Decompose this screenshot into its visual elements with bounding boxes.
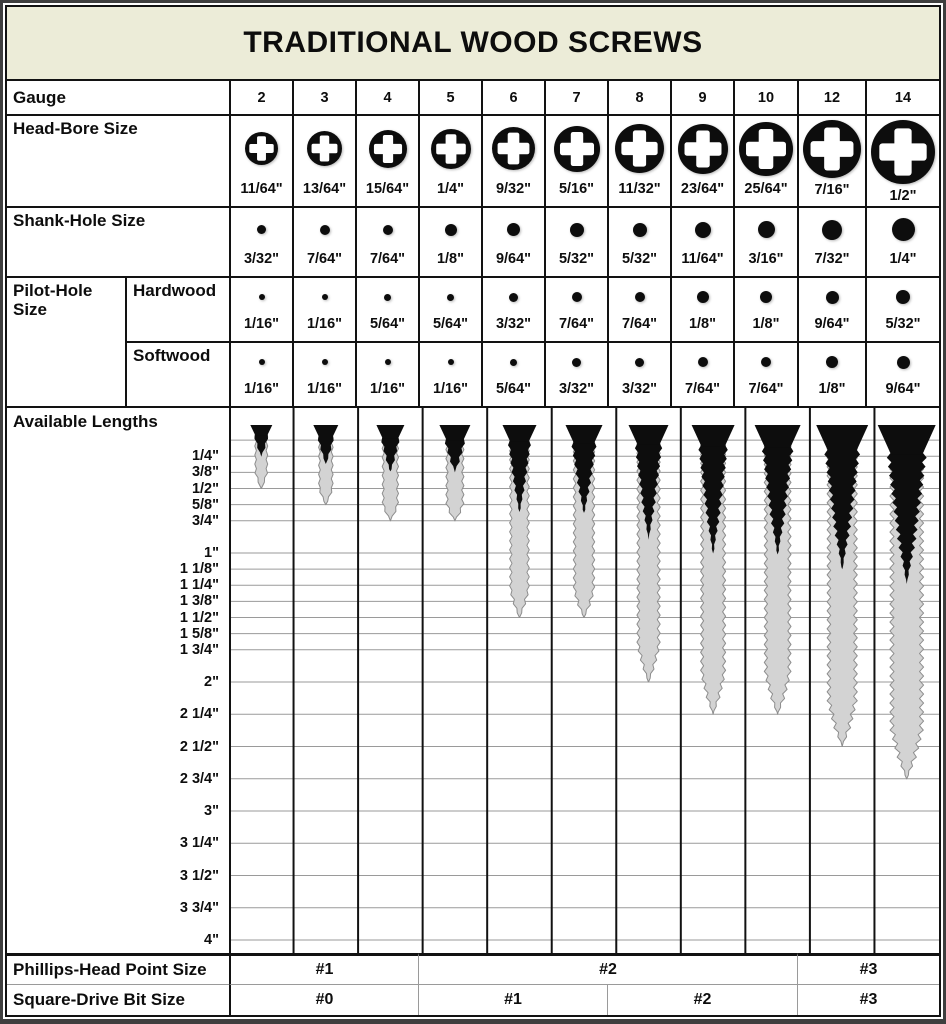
icon-zone bbox=[735, 116, 797, 181]
gauge-value: 9 bbox=[670, 81, 733, 114]
gauge-value: 6 bbox=[481, 81, 544, 114]
icon-zone bbox=[735, 278, 797, 316]
hole-dot-icon bbox=[823, 288, 842, 307]
pilot-softwood-cell bbox=[797, 341, 865, 406]
size-label: 23/64" bbox=[680, 181, 725, 197]
shank-hole-cell bbox=[418, 206, 481, 276]
length-tick-label: 2 3/4" bbox=[179, 770, 219, 787]
size-label: 1/8" bbox=[818, 381, 846, 397]
screw-illustration bbox=[376, 425, 404, 521]
shank-hole-row-label: Shank-Hole Size bbox=[7, 206, 229, 276]
size-label: 15/64" bbox=[365, 181, 410, 197]
head-bore-cell bbox=[481, 114, 544, 206]
hole-dot-icon bbox=[823, 353, 841, 371]
icon-zone bbox=[294, 278, 355, 316]
icon-zone bbox=[799, 208, 865, 251]
screw-chart-frame bbox=[5, 5, 941, 1017]
pilot-softwood-cell bbox=[481, 341, 544, 406]
icon-zone bbox=[799, 278, 865, 316]
gauge-value: 12 bbox=[797, 81, 865, 114]
shank-hole-cell bbox=[229, 206, 292, 276]
pilot-softwood-cell bbox=[355, 341, 418, 406]
length-tick-label: 5/8" bbox=[191, 496, 219, 513]
size-label: 3/32" bbox=[243, 251, 280, 267]
gauge-row-label: Gauge bbox=[13, 87, 66, 107]
phillips-head-icon bbox=[799, 116, 865, 182]
shank-hole-cell bbox=[544, 206, 607, 276]
icon-zone bbox=[357, 343, 418, 381]
length-tick-label: 1" bbox=[204, 545, 219, 561]
pilot-hardwood-cell bbox=[670, 276, 733, 341]
length-tick-label: 1 5/8" bbox=[179, 625, 219, 642]
pilot-hardwood-cell bbox=[355, 276, 418, 341]
phillips-head-icon bbox=[674, 120, 732, 178]
length-tick-label: 2 1/2" bbox=[179, 738, 219, 755]
length-tick-label: 1 3/8" bbox=[179, 593, 219, 610]
size-label: 1/16" bbox=[306, 316, 343, 332]
hole-dot-icon bbox=[567, 220, 587, 240]
length-tick-label: 1 1/2" bbox=[179, 609, 219, 626]
hole-dot-icon bbox=[757, 288, 775, 306]
size-label: 9/64" bbox=[885, 381, 921, 397]
hole-dot-icon bbox=[758, 354, 774, 370]
size-label: 25/64" bbox=[744, 181, 788, 197]
size-label: 1/8" bbox=[688, 316, 717, 332]
gauge-value: 8 bbox=[607, 81, 670, 114]
shank-hole-cell bbox=[797, 206, 865, 276]
phillips-head-icon bbox=[867, 116, 939, 188]
size-label: 1/4" bbox=[889, 251, 917, 267]
icon-zone bbox=[294, 343, 355, 381]
phillips-row-label: Phillips-Head Point Size bbox=[7, 953, 229, 984]
size-label: 1/4" bbox=[436, 181, 465, 197]
hole-dot-icon bbox=[569, 355, 584, 370]
icon-zone bbox=[609, 343, 670, 381]
length-tick-label: 1 3/4" bbox=[179, 641, 219, 658]
chart-title: TRADITIONAL WOOD SCREWS bbox=[7, 7, 939, 81]
gauge-value: 14 bbox=[865, 81, 939, 114]
icon-zone bbox=[867, 208, 939, 251]
head-bore-cell bbox=[418, 114, 481, 206]
head-bore-cell bbox=[229, 114, 292, 206]
icon-zone bbox=[546, 343, 607, 381]
size-label: 7/16" bbox=[814, 182, 850, 198]
icon-zone bbox=[672, 116, 733, 181]
hole-dot-icon bbox=[507, 356, 520, 369]
size-label: 5/32" bbox=[885, 316, 921, 332]
size-label: 1/8" bbox=[752, 316, 780, 332]
head-bore-cell bbox=[865, 114, 939, 206]
shank-hole-cell bbox=[292, 206, 355, 276]
pilot-softwood-cell bbox=[418, 341, 481, 406]
size-label: 7/64" bbox=[558, 316, 595, 332]
phillips-head-icon bbox=[303, 127, 346, 170]
icon-zone bbox=[231, 343, 292, 381]
lengths-row-label: Available Lengths bbox=[13, 412, 158, 431]
size-label: 1/16" bbox=[243, 381, 280, 397]
icon-zone bbox=[420, 278, 481, 316]
icon-zone bbox=[735, 343, 797, 381]
size-label: 5/32" bbox=[621, 251, 658, 267]
icon-zone bbox=[483, 343, 544, 381]
length-tick-label: 1/4" bbox=[191, 448, 219, 465]
head-bore-cell bbox=[292, 114, 355, 206]
shank-hole-cell bbox=[865, 206, 939, 276]
hole-dot-icon bbox=[319, 356, 331, 368]
phillips-head-icon bbox=[488, 123, 539, 174]
icon-zone bbox=[483, 116, 544, 181]
hole-dot-icon bbox=[695, 354, 711, 370]
pilot-softwood-cell bbox=[865, 341, 939, 406]
hardwood-row-label: Hardwood bbox=[125, 276, 229, 341]
size-label: 3/32" bbox=[558, 381, 595, 397]
head-bore-row-label: Head-Bore Size bbox=[7, 114, 229, 206]
shank-hole-cell bbox=[607, 206, 670, 276]
icon-zone bbox=[609, 278, 670, 316]
screw-illustration bbox=[313, 425, 338, 505]
hole-dot-icon bbox=[319, 291, 331, 303]
size-label: 7/64" bbox=[369, 251, 406, 267]
size-label: 5/16" bbox=[558, 181, 595, 197]
square-size-value: #2 bbox=[607, 984, 797, 1015]
icon-zone bbox=[483, 278, 544, 316]
icon-zone bbox=[231, 116, 292, 181]
length-tick-label: 3/8" bbox=[191, 464, 219, 481]
size-label: 1/16" bbox=[369, 381, 406, 397]
hole-dot-icon bbox=[506, 290, 521, 305]
square-size-value: #3 bbox=[797, 984, 939, 1015]
icon-zone bbox=[799, 343, 865, 381]
icon-zone bbox=[420, 208, 481, 251]
length-tick-label: 1 1/4" bbox=[179, 577, 219, 594]
size-label: 7/64" bbox=[306, 251, 343, 267]
hole-dot-icon bbox=[630, 220, 650, 240]
head-bore-cell bbox=[355, 114, 418, 206]
pilot-hardwood-cell bbox=[544, 276, 607, 341]
hole-dot-icon bbox=[694, 288, 712, 306]
head-bore-cell bbox=[544, 114, 607, 206]
icon-zone bbox=[420, 116, 481, 181]
icon-zone bbox=[609, 208, 670, 251]
pilot-hardwood-cell bbox=[607, 276, 670, 341]
pilot-softwood-cell bbox=[607, 341, 670, 406]
gauge-value: 5 bbox=[418, 81, 481, 114]
size-label: 5/64" bbox=[495, 381, 532, 397]
phillips-head-icon bbox=[241, 128, 282, 169]
icon-zone bbox=[799, 116, 865, 182]
pilot-hardwood-cell bbox=[733, 276, 797, 341]
head-bore-cell bbox=[733, 114, 797, 206]
size-label: 7/64" bbox=[748, 381, 784, 397]
shank-hole-cell bbox=[355, 206, 418, 276]
pilot-softwood-cell bbox=[292, 341, 355, 406]
icon-zone bbox=[483, 208, 544, 251]
icon-zone bbox=[231, 208, 292, 251]
pilot-hardwood-cell bbox=[865, 276, 939, 341]
square-row-label: Square-Drive Bit Size bbox=[7, 984, 229, 1015]
pilot-softwood-cell bbox=[733, 341, 797, 406]
hole-dot-icon bbox=[893, 287, 913, 307]
size-label: 1/16" bbox=[306, 381, 343, 397]
size-label: 13/64" bbox=[302, 181, 347, 197]
size-label: 1/16" bbox=[243, 316, 280, 332]
icon-zone bbox=[546, 116, 607, 181]
size-label: 1/16" bbox=[432, 381, 469, 397]
softwood-row-label: Softwood bbox=[125, 341, 229, 406]
gauge-value: 4 bbox=[355, 81, 418, 114]
available-lengths-section bbox=[7, 406, 939, 953]
icon-zone bbox=[672, 208, 733, 251]
icon-zone bbox=[357, 208, 418, 251]
length-tick-label: 2" bbox=[204, 674, 219, 690]
phillips-size-value: #1 bbox=[229, 953, 418, 984]
phillips-head-icon bbox=[550, 122, 604, 176]
phillips-head-icon bbox=[735, 118, 797, 180]
hole-dot-icon bbox=[317, 222, 333, 238]
icon-zone bbox=[420, 343, 481, 381]
square-size-value: #0 bbox=[229, 984, 418, 1015]
hole-dot-icon bbox=[256, 291, 268, 303]
icon-zone bbox=[357, 116, 418, 181]
hole-dot-icon bbox=[632, 289, 648, 305]
length-tick-label: 4" bbox=[204, 932, 219, 948]
gauge-value: 2 bbox=[229, 81, 292, 114]
gauge-value: 10 bbox=[733, 81, 797, 114]
icon-zone bbox=[294, 208, 355, 251]
size-label: 3/16" bbox=[748, 251, 784, 267]
length-tick-label: 3 3/4" bbox=[179, 899, 219, 916]
pilot-hardwood-cell bbox=[229, 276, 292, 341]
size-label: 11/64" bbox=[240, 181, 283, 197]
icon-zone bbox=[546, 278, 607, 316]
hole-dot-icon bbox=[889, 215, 918, 244]
square-size-value: #1 bbox=[418, 984, 607, 1015]
shank-hole-cell bbox=[670, 206, 733, 276]
hole-dot-icon bbox=[569, 289, 585, 305]
pilot-softwood-cell bbox=[229, 341, 292, 406]
hole-dot-icon bbox=[254, 222, 269, 237]
size-label: 1/8" bbox=[436, 251, 465, 267]
screw-illustration bbox=[878, 425, 936, 779]
pilot-hole-row-label: Pilot-Hole Size bbox=[7, 276, 125, 406]
head-bore-cell bbox=[607, 114, 670, 206]
phillips-size-value: #2 bbox=[418, 953, 797, 984]
phillips-head-icon bbox=[427, 125, 475, 173]
icon-zone bbox=[867, 278, 939, 316]
length-tick-label: 3 1/4" bbox=[179, 835, 219, 852]
size-label: 1/2" bbox=[889, 188, 917, 204]
pilot-softwood-cell bbox=[544, 341, 607, 406]
screw-illustration bbox=[692, 425, 735, 714]
hole-dot-icon bbox=[381, 291, 394, 304]
gauge-value: 3 bbox=[292, 81, 355, 114]
size-label: 3/32" bbox=[621, 381, 658, 397]
hole-dot-icon bbox=[445, 356, 457, 368]
pilot-hardwood-cell bbox=[797, 276, 865, 341]
shank-hole-cell bbox=[733, 206, 797, 276]
pilot-hardwood-cell bbox=[292, 276, 355, 341]
size-label: 5/32" bbox=[558, 251, 595, 267]
size-label: 9/64" bbox=[495, 251, 532, 267]
phillips-head-icon bbox=[365, 126, 411, 172]
icon-zone bbox=[672, 278, 733, 316]
size-label: 5/64" bbox=[369, 316, 406, 332]
length-tick-label: 3 1/2" bbox=[179, 867, 219, 884]
hole-dot-icon bbox=[632, 355, 647, 370]
size-label: 7/64" bbox=[621, 316, 658, 332]
pilot-hardwood-cell bbox=[481, 276, 544, 341]
icon-zone bbox=[609, 116, 670, 181]
phillips-head-icon bbox=[611, 120, 668, 177]
phillips-size-value: #3 bbox=[797, 953, 939, 984]
icon-zone bbox=[294, 116, 355, 181]
icon-zone bbox=[672, 343, 733, 381]
hole-dot-icon bbox=[382, 356, 394, 368]
icon-zone bbox=[735, 208, 797, 251]
size-label: 5/64" bbox=[432, 316, 469, 332]
icon-zone bbox=[357, 278, 418, 316]
length-tick-label: 3/4" bbox=[191, 512, 219, 529]
size-label: 11/32" bbox=[618, 181, 661, 197]
hole-dot-icon bbox=[692, 219, 714, 241]
length-tick-label: 1 1/8" bbox=[179, 561, 219, 578]
screw-illustration bbox=[439, 425, 470, 521]
length-tick-label: 2 1/4" bbox=[179, 706, 219, 723]
icon-zone bbox=[867, 343, 939, 381]
shank-hole-cell bbox=[481, 206, 544, 276]
hole-dot-icon bbox=[894, 353, 913, 372]
size-label: 11/64" bbox=[681, 251, 724, 267]
hole-dot-icon bbox=[442, 221, 460, 239]
hole-dot-icon bbox=[380, 222, 396, 238]
hole-dot-icon bbox=[819, 217, 845, 243]
length-tick-label: 3" bbox=[204, 803, 219, 819]
pilot-hardwood-cell bbox=[418, 276, 481, 341]
length-tick-label: 1/2" bbox=[191, 480, 219, 497]
icon-zone bbox=[867, 116, 939, 188]
hole-dot-icon bbox=[256, 356, 268, 368]
size-label: 7/32" bbox=[814, 251, 850, 267]
screw-chart-table bbox=[7, 81, 939, 1015]
hole-dot-icon bbox=[504, 220, 523, 239]
icon-zone bbox=[546, 208, 607, 251]
head-bore-cell bbox=[797, 114, 865, 206]
hole-dot-icon bbox=[755, 218, 778, 241]
pilot-softwood-cell bbox=[670, 341, 733, 406]
screw-length-illustration bbox=[229, 408, 939, 953]
gauge-value: 7 bbox=[544, 81, 607, 114]
icon-zone bbox=[231, 278, 292, 316]
head-bore-cell bbox=[670, 114, 733, 206]
hole-dot-icon bbox=[444, 291, 457, 304]
size-label: 7/64" bbox=[684, 381, 721, 397]
size-label: 3/32" bbox=[495, 316, 532, 332]
size-label: 9/64" bbox=[814, 316, 850, 332]
screw-illustration bbox=[755, 425, 801, 714]
size-label: 9/32" bbox=[495, 181, 532, 197]
